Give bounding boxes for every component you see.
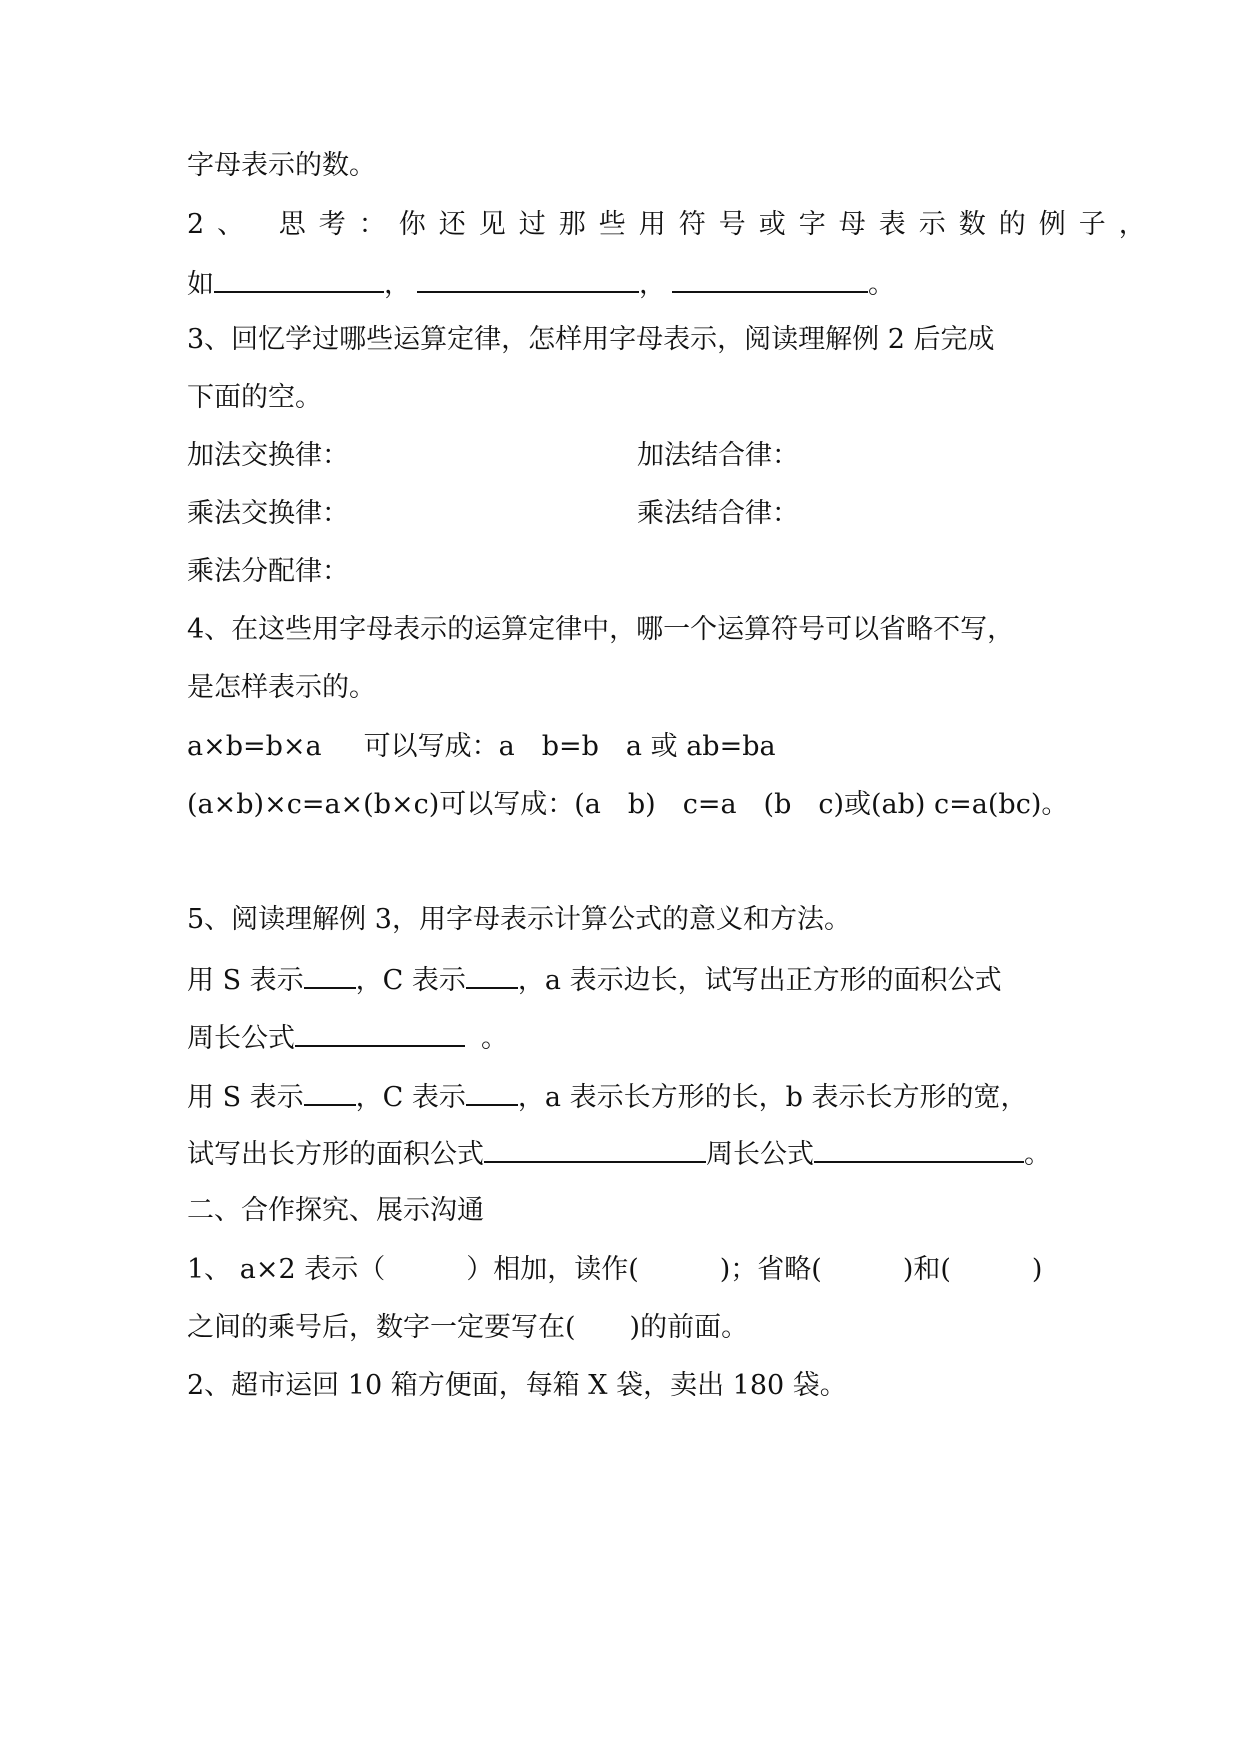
q5-square-c-blank[interactable]	[466, 961, 518, 989]
q2-sep-1: ，	[384, 269, 411, 300]
add-associative-label: 加法结合律：	[637, 440, 799, 471]
q5-square-c-label: ，C 表示	[355, 965, 466, 996]
q3-line-1: 3、回忆学过哪些运算定律，怎样用字母表示，阅读理解例 2 后完成	[187, 324, 995, 355]
q5-rect-perimeter-label: 周长公式	[706, 1139, 814, 1170]
q4-line-1: 4、在这些用字母表示的运算定律中，哪一个运算符号可以省略不写，	[187, 614, 1015, 645]
q5-rect-area-blank[interactable]	[484, 1135, 706, 1163]
mul-associative-label: 乘法结合律：	[637, 498, 799, 529]
q2-examples-line	[187, 265, 895, 303]
s2-q1-line-2: 之间的乘号后，数字一定要写在( )的前面。	[187, 1312, 749, 1343]
q5-rect-area-label: 试写出长方形的面积公式	[187, 1139, 484, 1170]
q5-square-perimeter-line	[187, 1019, 508, 1057]
q5-square-desc: ，a 表示边长，试写出正方形的面积公式	[517, 965, 1002, 996]
s2-q1-line-1: 1、 a×2 表示（ ）相加，读作( )；省略( )和( )	[187, 1254, 1043, 1285]
intro-tail: 字母表示的数。	[187, 150, 376, 181]
mul-commutative-label: 乘法交换律：	[187, 498, 349, 529]
q4-example-1-rest: 可以写成：a b=b a 或 ab=ba	[363, 731, 776, 762]
q4-example-1-formula: a×b=b×a	[187, 731, 322, 762]
q5-square-s-blank[interactable]	[304, 961, 356, 989]
q3-line-2: 下面的空。	[187, 382, 322, 413]
q5-square-perimeter-blank[interactable]	[295, 1019, 465, 1047]
q5-line-1: 5、阅读理解例 3，用字母表示计算公式的意义和方法。	[187, 904, 851, 935]
q4-line-2: 是怎样表示的。	[187, 672, 376, 703]
q5-rect-desc: ，a 表示长方形的长，b 表示长方形的宽，	[517, 1082, 1028, 1113]
q5-square-end: 。	[481, 1023, 508, 1054]
q5-rect-formula-line	[187, 1135, 1051, 1173]
q2-end: 。	[868, 269, 895, 300]
q5-rect-s-blank[interactable]	[304, 1078, 356, 1106]
add-commutative-label: 加法交换律：	[187, 440, 349, 471]
mul-distributive-label: 乘法分配律：	[187, 556, 349, 587]
section-2-title: 二、合作探究、展示沟通	[187, 1195, 484, 1226]
q5-rect-end: 。	[1024, 1139, 1051, 1170]
q5-square-line	[187, 961, 1002, 999]
q5-rect-line	[187, 1078, 1027, 1116]
q5-square-perimeter-label: 周长公式	[187, 1023, 295, 1054]
q2-blank-2[interactable]	[417, 265, 639, 293]
q2-sep-2: ，	[639, 269, 666, 300]
q5-square-s-label: 用 S 表示	[187, 965, 304, 996]
q2-blank-3[interactable]	[672, 265, 868, 293]
q4-example-2: (a×b)×c=a×(b×c)可以写成：(a b) c=a (b c)或(ab) c=a(bc)。	[187, 789, 1069, 820]
q2-text: 2、 思考：你还见过那些用符号或字母表示数的例子，	[187, 209, 1159, 240]
s2-q2-line: 2、超市运回 10 箱方便面，每箱 X 袋，卖出 180 袋。	[187, 1370, 847, 1401]
q5-rect-c-label: ，C 表示	[355, 1082, 466, 1113]
q4-example-1	[187, 729, 776, 765]
q2-blank-1[interactable]	[214, 265, 384, 293]
q2-prefix: 如	[187, 269, 214, 300]
q5-rect-c-blank[interactable]	[466, 1078, 518, 1106]
q5-rect-s-label: 用 S 表示	[187, 1082, 304, 1113]
q5-rect-perimeter-blank[interactable]	[814, 1135, 1024, 1163]
